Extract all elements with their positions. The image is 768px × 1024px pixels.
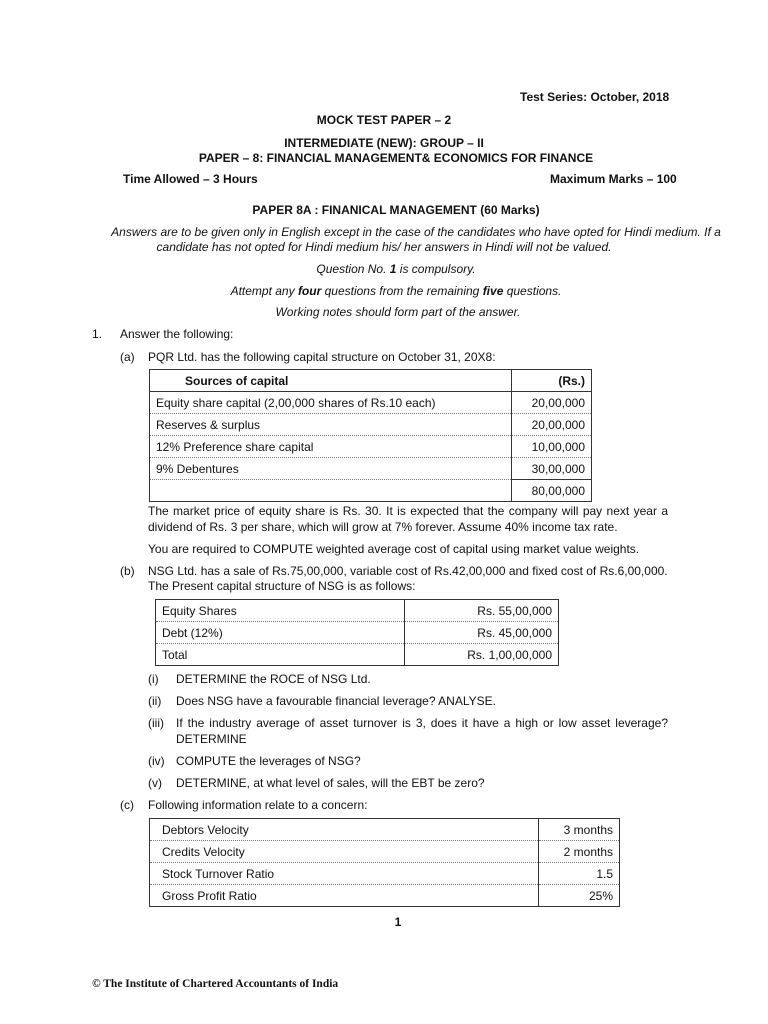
working-notes-note: Working notes should form part of the answer. bbox=[275, 305, 521, 319]
part-c-text: Following information relate to a concern: bbox=[148, 798, 368, 812]
nsg-capital-table bbox=[155, 599, 559, 666]
item-label: (v) bbox=[148, 776, 162, 790]
item-label: (i) bbox=[148, 672, 159, 686]
part-b-text-line-2: The Present capital structure of NSG is as follows: bbox=[148, 579, 416, 593]
row-label: Credits Velocity bbox=[150, 841, 539, 863]
header-amount: (Rs.) bbox=[512, 370, 592, 392]
time-allowed: Time Allowed – 3 Hours bbox=[123, 172, 258, 186]
item-label: (ii) bbox=[148, 694, 162, 708]
part-b-text-line-1: NSG Ltd. has a sale of Rs.75,00,000, variable cost of Rs.42,00,000 and fixed cost of Rs.6,00,000. bbox=[148, 564, 668, 578]
part-a-label: (a) bbox=[120, 350, 135, 364]
part-c-label: (c) bbox=[120, 798, 134, 812]
table-header-row bbox=[150, 370, 592, 392]
mock-test-title: MOCK TEST PAPER – 2 bbox=[316, 113, 452, 127]
part-a-para-2: You are required to COMPUTE weighted average cost of capital using market value weights. bbox=[148, 542, 640, 556]
row-value: Rs. 45,00,000 bbox=[405, 622, 559, 644]
row-value: 20,00,000 bbox=[512, 392, 592, 414]
compulsory-note: Question No. 1 is compulsory. bbox=[316, 262, 476, 276]
row-value: Rs. 1,00,00,000 bbox=[405, 644, 559, 666]
row-value: 10,00,000 bbox=[512, 436, 592, 458]
row-value: 80,00,000 bbox=[512, 480, 592, 502]
item-text: Does NSG have a favourable financial leverage? ANALYSE. bbox=[176, 694, 496, 708]
subpaper-title: PAPER 8A : FINANICAL MANAGEMENT (60 Marks) bbox=[252, 203, 540, 217]
row-value: 2 months bbox=[539, 841, 620, 863]
question-number: 1. bbox=[92, 327, 103, 341]
test-series-label: Test Series: October, 2018 bbox=[520, 90, 670, 104]
row-value: 20,00,000 bbox=[512, 414, 592, 436]
group-title: INTERMEDIATE (NEW): GROUP – II bbox=[284, 136, 484, 150]
row-value: 1.5 bbox=[539, 863, 620, 885]
item-text: If the industry average of asset turnover is 3, does it have a high or low asset leverage? bbox=[176, 716, 668, 730]
paper-title: PAPER – 8: FINANCIAL MANAGEMENT& ECONOMICS FOR FINANCE bbox=[198, 151, 594, 165]
row-label: Stock Turnover Ratio bbox=[150, 863, 539, 885]
table-row bbox=[150, 392, 592, 414]
attempt-note: Attempt any four questions from the remaining five questions. bbox=[230, 284, 562, 298]
item-text: DETERMINE the ROCE of NSG Ltd. bbox=[176, 672, 371, 686]
row-label: Total bbox=[156, 644, 405, 666]
row-value: 30,00,000 bbox=[512, 458, 592, 480]
table-total-row bbox=[150, 480, 592, 502]
table-row bbox=[150, 885, 620, 907]
header-sources: Sources of capital bbox=[150, 370, 512, 392]
row-label: 12% Preference share capital bbox=[150, 436, 512, 458]
item-text: COMPUTE the leverages of NSG? bbox=[176, 754, 361, 768]
capital-structure-table bbox=[149, 369, 592, 502]
item-text-continued: DETERMINE bbox=[176, 732, 247, 746]
question-text: Answer the following: bbox=[120, 327, 234, 341]
row-label: Reserves & surplus bbox=[150, 414, 512, 436]
copyright-footer: © The Institute of Chartered Accountants of India bbox=[92, 978, 339, 990]
table-row bbox=[150, 841, 620, 863]
table-row bbox=[150, 458, 592, 480]
table-row bbox=[156, 622, 559, 644]
row-value: Rs. 55,00,000 bbox=[405, 600, 559, 622]
item-text: DETERMINE, at what level of sales, will the EBT be zero? bbox=[176, 776, 485, 790]
row-label: 9% Debentures bbox=[150, 458, 512, 480]
table-row bbox=[150, 414, 592, 436]
part-a-para-line-2: dividend of Rs. 3 per share, which will grow at 7% forever. Assume 40% income tax rate. bbox=[148, 520, 618, 534]
item-label: (iv) bbox=[148, 754, 165, 768]
row-value: 3 months bbox=[539, 819, 620, 841]
row-label: Equity Shares bbox=[156, 600, 405, 622]
page-number: 1 bbox=[394, 915, 402, 929]
row-label: Gross Profit Ratio bbox=[150, 885, 539, 907]
table-row bbox=[150, 436, 592, 458]
part-a-para-line-1: The market price of equity share is Rs. 30. It is expected that the company will pay next year a bbox=[148, 504, 668, 518]
row-value: 25% bbox=[539, 885, 620, 907]
table-row bbox=[156, 600, 559, 622]
row-label: Debt (12%) bbox=[156, 622, 405, 644]
table-row bbox=[150, 819, 620, 841]
instruction-line-1: Answers are to be given only in English except in the case of the candidates who have opted for Hindi medium. If a bbox=[111, 225, 721, 239]
row-label bbox=[150, 480, 512, 502]
maximum-marks: Maximum Marks – 100 bbox=[550, 172, 677, 186]
table-total-row bbox=[156, 644, 559, 666]
row-label: Debtors Velocity bbox=[150, 819, 539, 841]
table-row bbox=[150, 863, 620, 885]
part-b-label: (b) bbox=[120, 564, 135, 578]
part-a-text: PQR Ltd. has the following capital structure on October 31, 20X8: bbox=[148, 350, 496, 364]
item-label: (iii) bbox=[148, 716, 164, 730]
row-label: Equity share capital (2,00,000 shares of Rs.10 each) bbox=[150, 392, 512, 414]
instruction-line-2: candidate has not opted for Hindi medium his/ her answers in Hindi will not be valued. bbox=[156, 240, 612, 254]
concern-ratios-table bbox=[149, 818, 620, 907]
